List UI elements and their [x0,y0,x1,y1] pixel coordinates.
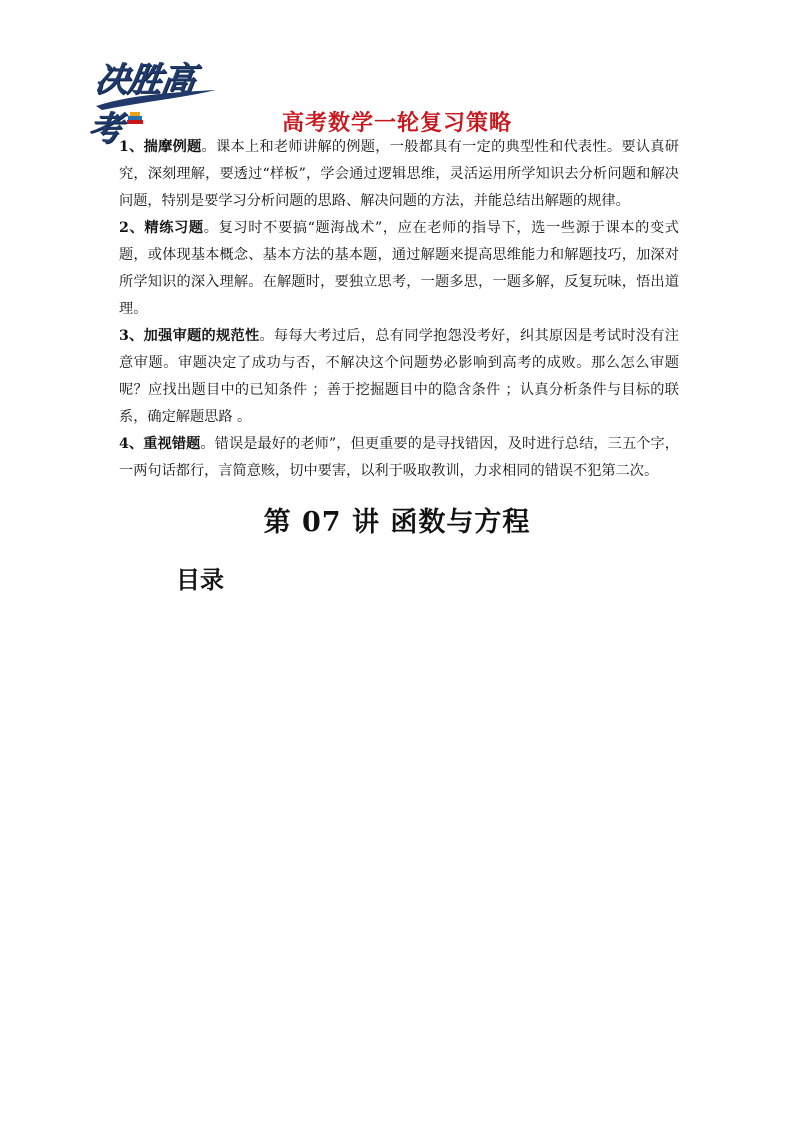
tip-number: 3、 [119,328,144,344]
tip-body: 。每每大考过后，总有同学抱怨没考好，纠其原因是考试时没有注意审题。审题决定了成功与否，不解决这个问题势必影响到高考的成败。那么怎么审题呢？应找出题目中的已知条件 ；善于挖掘题目中的隐含条件 ；认真分析条件与目标的联系，确定解题思路 。 [119,328,679,425]
tip-item [119,323,679,431]
tip-heading: 重视错题 [143,436,201,452]
tip-body: 。错误是最好的老师”，但更重要的是寻找错因，及时进行总结，三五个字，一两句话都行，言简意赅，切中要害，以利于吸取教训，力求相同的错误不犯第二次。 [119,436,679,479]
tip-heading: 揣摩例题 [143,139,202,155]
document-title: 高考数学一轮复习策略 [281,111,512,136]
tip-item [119,134,679,215]
tip-number: 4、 [119,436,144,452]
tip-item [119,431,679,485]
logo-text: 决胜高考 [85,60,197,149]
tip-item [119,215,679,323]
tip-body: 。复习时不要搞“题海战术”，应在老师的指导下，选一些源于课本的变式题，或体现基本概念、基本方法的基本题，通过解题来提高思维能力和解题技巧，加深对所学知识的深入理解。在解题时，要独立思考，一题多思，一题多解，反复玩味，悟出道理。 [119,220,679,317]
tip-number: 2、 [119,220,145,236]
tip-number: 1、 [119,139,144,155]
toc-heading: 目录 [176,566,224,594]
tips-list [119,134,679,485]
tip-heading: 加强审题的规范性 [143,328,260,344]
tip-body: 。课本上和老师讲解的例题，一般都具有一定的典型性和代表性。要认真研究，深刻理解，要透过“样板”，学会通过逻辑思维，灵活运用所学知识去分析问题和解决问题，特别是要学习分析问题的思路、解决问题的方法，并能总结出解题的规律。 [119,139,679,209]
tip-heading: 精练习题 [144,220,204,236]
lecture-title: 第 07 讲 函数与方程 [263,507,531,538]
